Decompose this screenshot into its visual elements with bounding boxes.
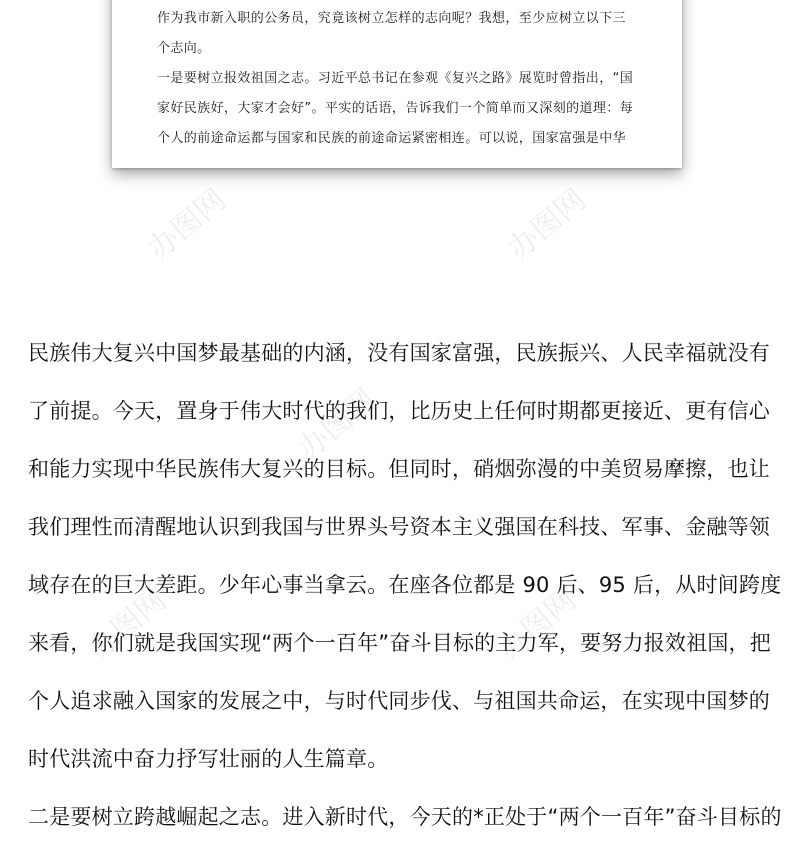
body-line: 域存在的巨大差距。少年心事当拿云。在座各位都是 90 后、95 后，从时间跨度 xyxy=(28,573,782,597)
watermark: 办图网 xyxy=(291,382,383,468)
body-line: 和能力实现中华民族伟大复兴的目标。但同时，硝烟弥漫的中美贸易摩擦，也让 xyxy=(28,457,770,481)
body-line: 个人追求融入国家的发展之中，与时代同步伐、与祖国共命运，在实现中国梦的 xyxy=(28,689,770,713)
body-text xyxy=(28,324,788,846)
watermark: 办图网 xyxy=(81,582,173,668)
watermark: 办图网 xyxy=(501,182,593,268)
body-line: 了前提。今天，置身于伟大时代的我们，比历史上任何时期都更接近、更有信心 xyxy=(28,399,770,423)
preview-line: 家好民族好，大家才会好”。平实的话语，告诉我们一个简单而又深刻的道理：每 xyxy=(157,101,634,116)
body-line: 我们理性而清醒地认识到我国与世界头号资本主义强国在科技、军事、金融等领 xyxy=(28,515,770,539)
preview-line: 个志向。 xyxy=(157,41,211,56)
body-line: 来看，你们就是我国实现“两个一百年”奋斗目标的主力军，要努力报效祖国，把 xyxy=(28,631,771,655)
watermark: 办图网 xyxy=(491,582,583,668)
document-preview-text xyxy=(157,4,657,154)
preview-line: 一是要树立报效祖国之志。习近平总书记在参观《复兴之路》展览时曾指出，“国 xyxy=(157,71,634,86)
body-line: 二是要树立跨越崛起之志。进入新时代，今天的*正处于“两个一百年”奋斗目标的 xyxy=(28,805,782,829)
preview-line: 作为我市新入职的公务员，究竟该树立怎样的志向呢？我想，至少应树立以下三 xyxy=(157,11,627,26)
document-preview-card xyxy=(112,0,682,168)
preview-line: 个人的前途命运都与国家和民族的前途命运紧密相连。可以说，国家富强是中华 xyxy=(157,131,627,146)
body-line: 民族伟大复兴中国梦最基础的内涵，没有国家富强，民族振兴、人民幸福就没有 xyxy=(28,341,770,365)
body-line: 时代洪流中奋力抒写壮丽的人生篇章。 xyxy=(28,747,389,771)
watermark: 办图网 xyxy=(141,182,233,268)
